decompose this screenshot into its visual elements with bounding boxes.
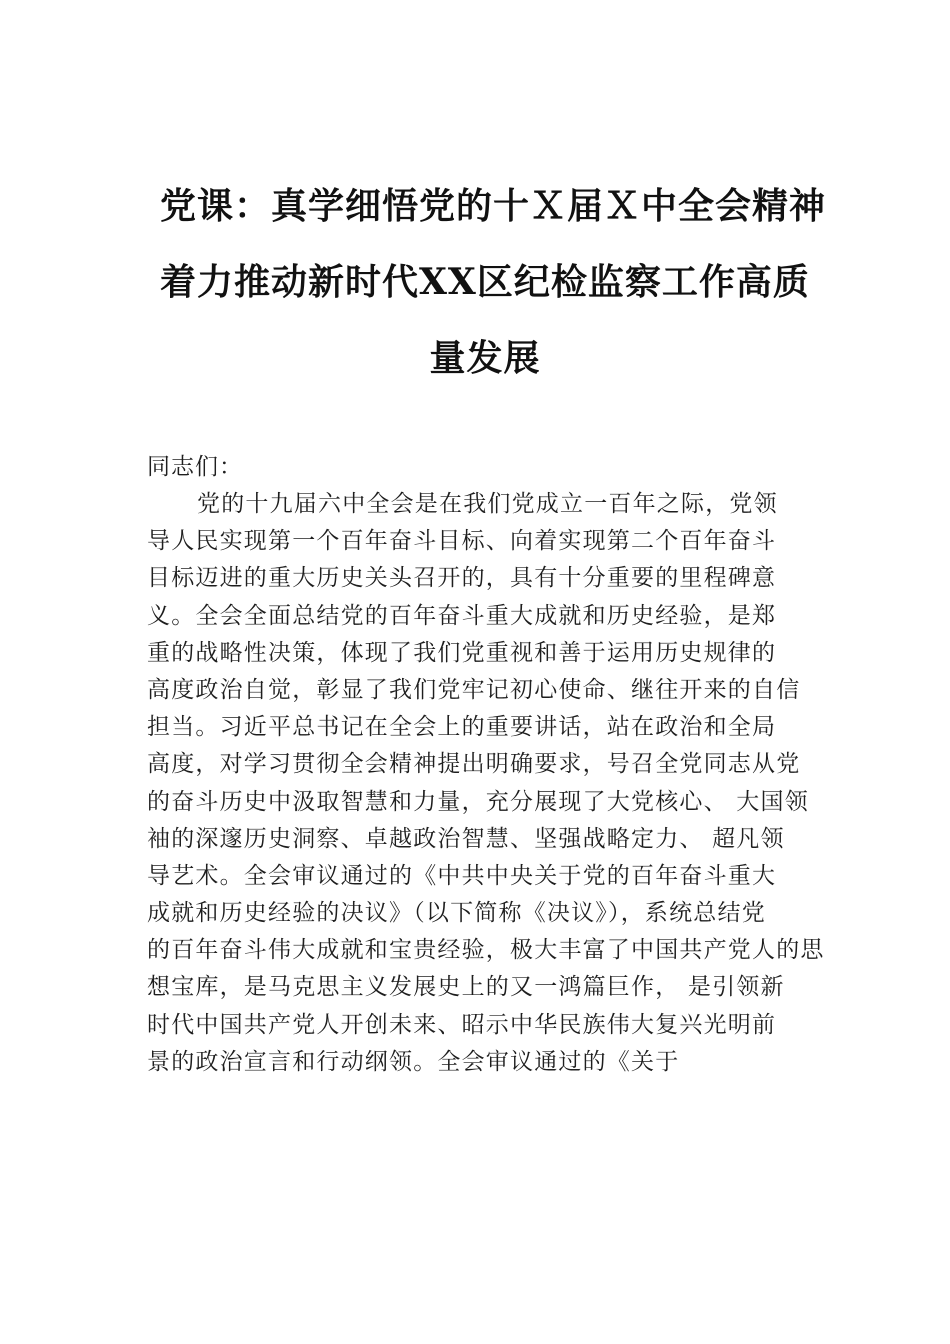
paragraph-line: 导人民实现第一个百年奋斗目标、向着实现第二个百年奋斗 [147, 528, 777, 555]
paragraph-line: 想宝库，是马克思主义发展史上的又一鸿篇巨作， 是引领新 [147, 974, 785, 1001]
title-line-2: 着力推动新时代XX区纪检监察工作高质 [160, 261, 810, 303]
paragraph [147, 486, 827, 1081]
paragraph-line: 时代中国共产党人开创未来、昭示中华民族伟大复兴光明前 [147, 1011, 777, 1038]
paragraph-line: 目标迈进的重大历史关头召开的，具有十分重要的里程碑意 [147, 565, 777, 592]
title-line-1: 党课：真学细悟党的十Ｘ届Ｘ中全会精神 [160, 185, 827, 227]
paragraph-line: 景的政治宣言和行动纲领。全会审议通过的《关于 [147, 1048, 680, 1075]
document-title [140, 168, 830, 396]
document-body [147, 449, 827, 1081]
paragraph-line: 的奋斗历史中汲取智慧和力量，充分展现了大党核心、 大国领 [147, 788, 809, 815]
paragraph-line: 高度政治自觉，彰显了我们党牢记初心使命、继往开来的自信 [147, 676, 801, 703]
paragraph-line: 袖的深邃历史洞察、卓越政治智慧、坚强战略定力、 超凡领 [147, 825, 785, 852]
paragraph-line: 重的战略性决策，体现了我们党重视和善于运用历史规律的 [147, 639, 777, 666]
paragraph-line: 高度，对学习贯彻全会精神提出明确要求，号召全党同志从党 [147, 751, 801, 778]
paragraph-line: 义。全会全面总结党的百年奋斗重大成就和历史经验，是郑 [147, 602, 777, 629]
paragraph-line: 担当。习近平总书记在全会上的重要讲话，站在政治和全局 [147, 714, 777, 741]
paragraph-line: 导艺术。全会审议通过的《中共中央关于党的百年奋斗重大 [147, 862, 777, 889]
title-line-3: 量发展 [429, 337, 541, 379]
paragraph-line: 党的十九届六中全会是在我们党成立一百年之际，党领 [197, 491, 778, 517]
salutation: 同志们： [147, 454, 243, 480]
paragraph-line: 成就和历史经验的决议》（以下简称《决议》），系统总结党 [147, 900, 766, 927]
paragraph-line: 的百年奋斗伟大成就和宝贵经验，极大丰富了中国共产党人的思 [147, 937, 825, 964]
